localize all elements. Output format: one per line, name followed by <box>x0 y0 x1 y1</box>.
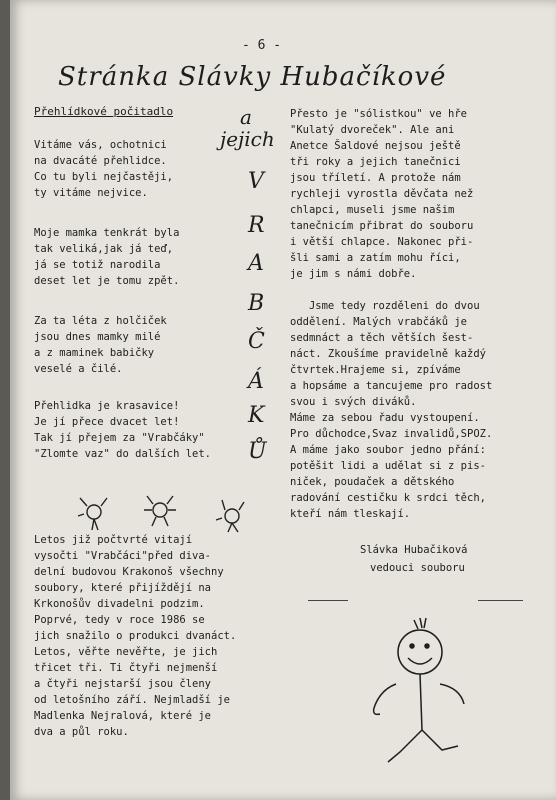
signature-name: Slávka Hubačiková <box>360 544 468 556</box>
article-paragraph: Letos již počtvrté vitají vysočti "Vrabčáci"před diva- delní budovou Krakonoš všechny soubory, které přijíždějí na Krkonošův divadelni podzim. Poprvé, tedy v roce 1986 se jich snažilo o produkci dvanáct. Letos, věřte nevěřte, je jich třicet tři. Ti čtyři nejmenší a čtyři nejstarší jsou členy od letošního září. Nejmladší je Madlenka Nejralová, které je dva a půl roku. <box>34 534 237 738</box>
vertical-letter: A <box>248 251 264 276</box>
poem-stanza-2: Moje mamka tenkrát byla tak veliká,jak já teď, já se totiž narodila deset let je tomu zpět. <box>34 227 180 287</box>
vertical-letter: B <box>248 291 265 316</box>
vertical-name-top: a <box>240 105 252 129</box>
poem-stanza-3: Za ta léta z holčiček jsou dnes mamky milé a z maminek babičky veselé a čilé. <box>34 315 167 375</box>
vertical-name-top: jejich <box>220 127 275 151</box>
vertical-letter: R <box>248 213 265 238</box>
signature-role: vedouci souboru <box>370 562 465 574</box>
vertical-letter: Ů <box>248 439 267 464</box>
divider-line <box>478 600 523 601</box>
divider-line <box>308 600 348 601</box>
vertical-letter: K <box>248 403 265 428</box>
vertical-letter: Á <box>248 369 264 394</box>
stick-figure-doodle <box>360 612 520 782</box>
section-heading: Přehlídkové počitadlo <box>34 105 174 118</box>
document-page <box>10 0 556 800</box>
poem-stanza-4: Přehlidka je krasavice! Je jí přece dvacet let! Tak jí přejem za "Vrabčáky" "Zlomte vaz" do dalších let. <box>34 400 212 460</box>
page-number: - 6 - <box>242 38 282 53</box>
right-paragraph-2: Jsme tedy rozděleni do dvou oddělení. Malých vrabčáků je sedmnáct a těch větších šest- náct. Zkoušíme pravidelně každý čtvrtek.Hrajeme si, zpíváme a hopsáme a tancujeme pro radost svou i svých diváků. Máme za sebou řadu vystoupení. Pro důchodce,Svaz invalidů,SPOZ. A máme jako soubor jedno přání: potěšit lidi a udělat si z pis- niček, poudaček a dětského radování cestičku k srdci těch, kteří nám tleskají. <box>290 300 493 520</box>
page-title: Stránka Slávky Hubačíkové <box>58 62 447 92</box>
right-paragraph-1: Přesto je "sólistkou" ve hře "Kulatý dvoreček". Ale ani Anetce Šaldové nejsou ještě tři roky a jejich tanečnici jsou tříletí. A protože nám rychleji vyrostla děvčata než chlapci, museli jsme našim tanečnicím přibrat do souboru i větší chlapce. Nakonec při- šli sami a zatím mohu říci, je jim s námi dobře. <box>290 108 474 280</box>
poem-stanza-1: Vitáme vás, ochotnici na dvacáté přehlidce. Co tu byli nejčastěji, ty vitáme nejvice. <box>34 139 174 199</box>
bird-doodles <box>72 488 272 538</box>
vertical-letter: V <box>248 169 264 194</box>
vertical-letter: Č <box>248 329 265 354</box>
